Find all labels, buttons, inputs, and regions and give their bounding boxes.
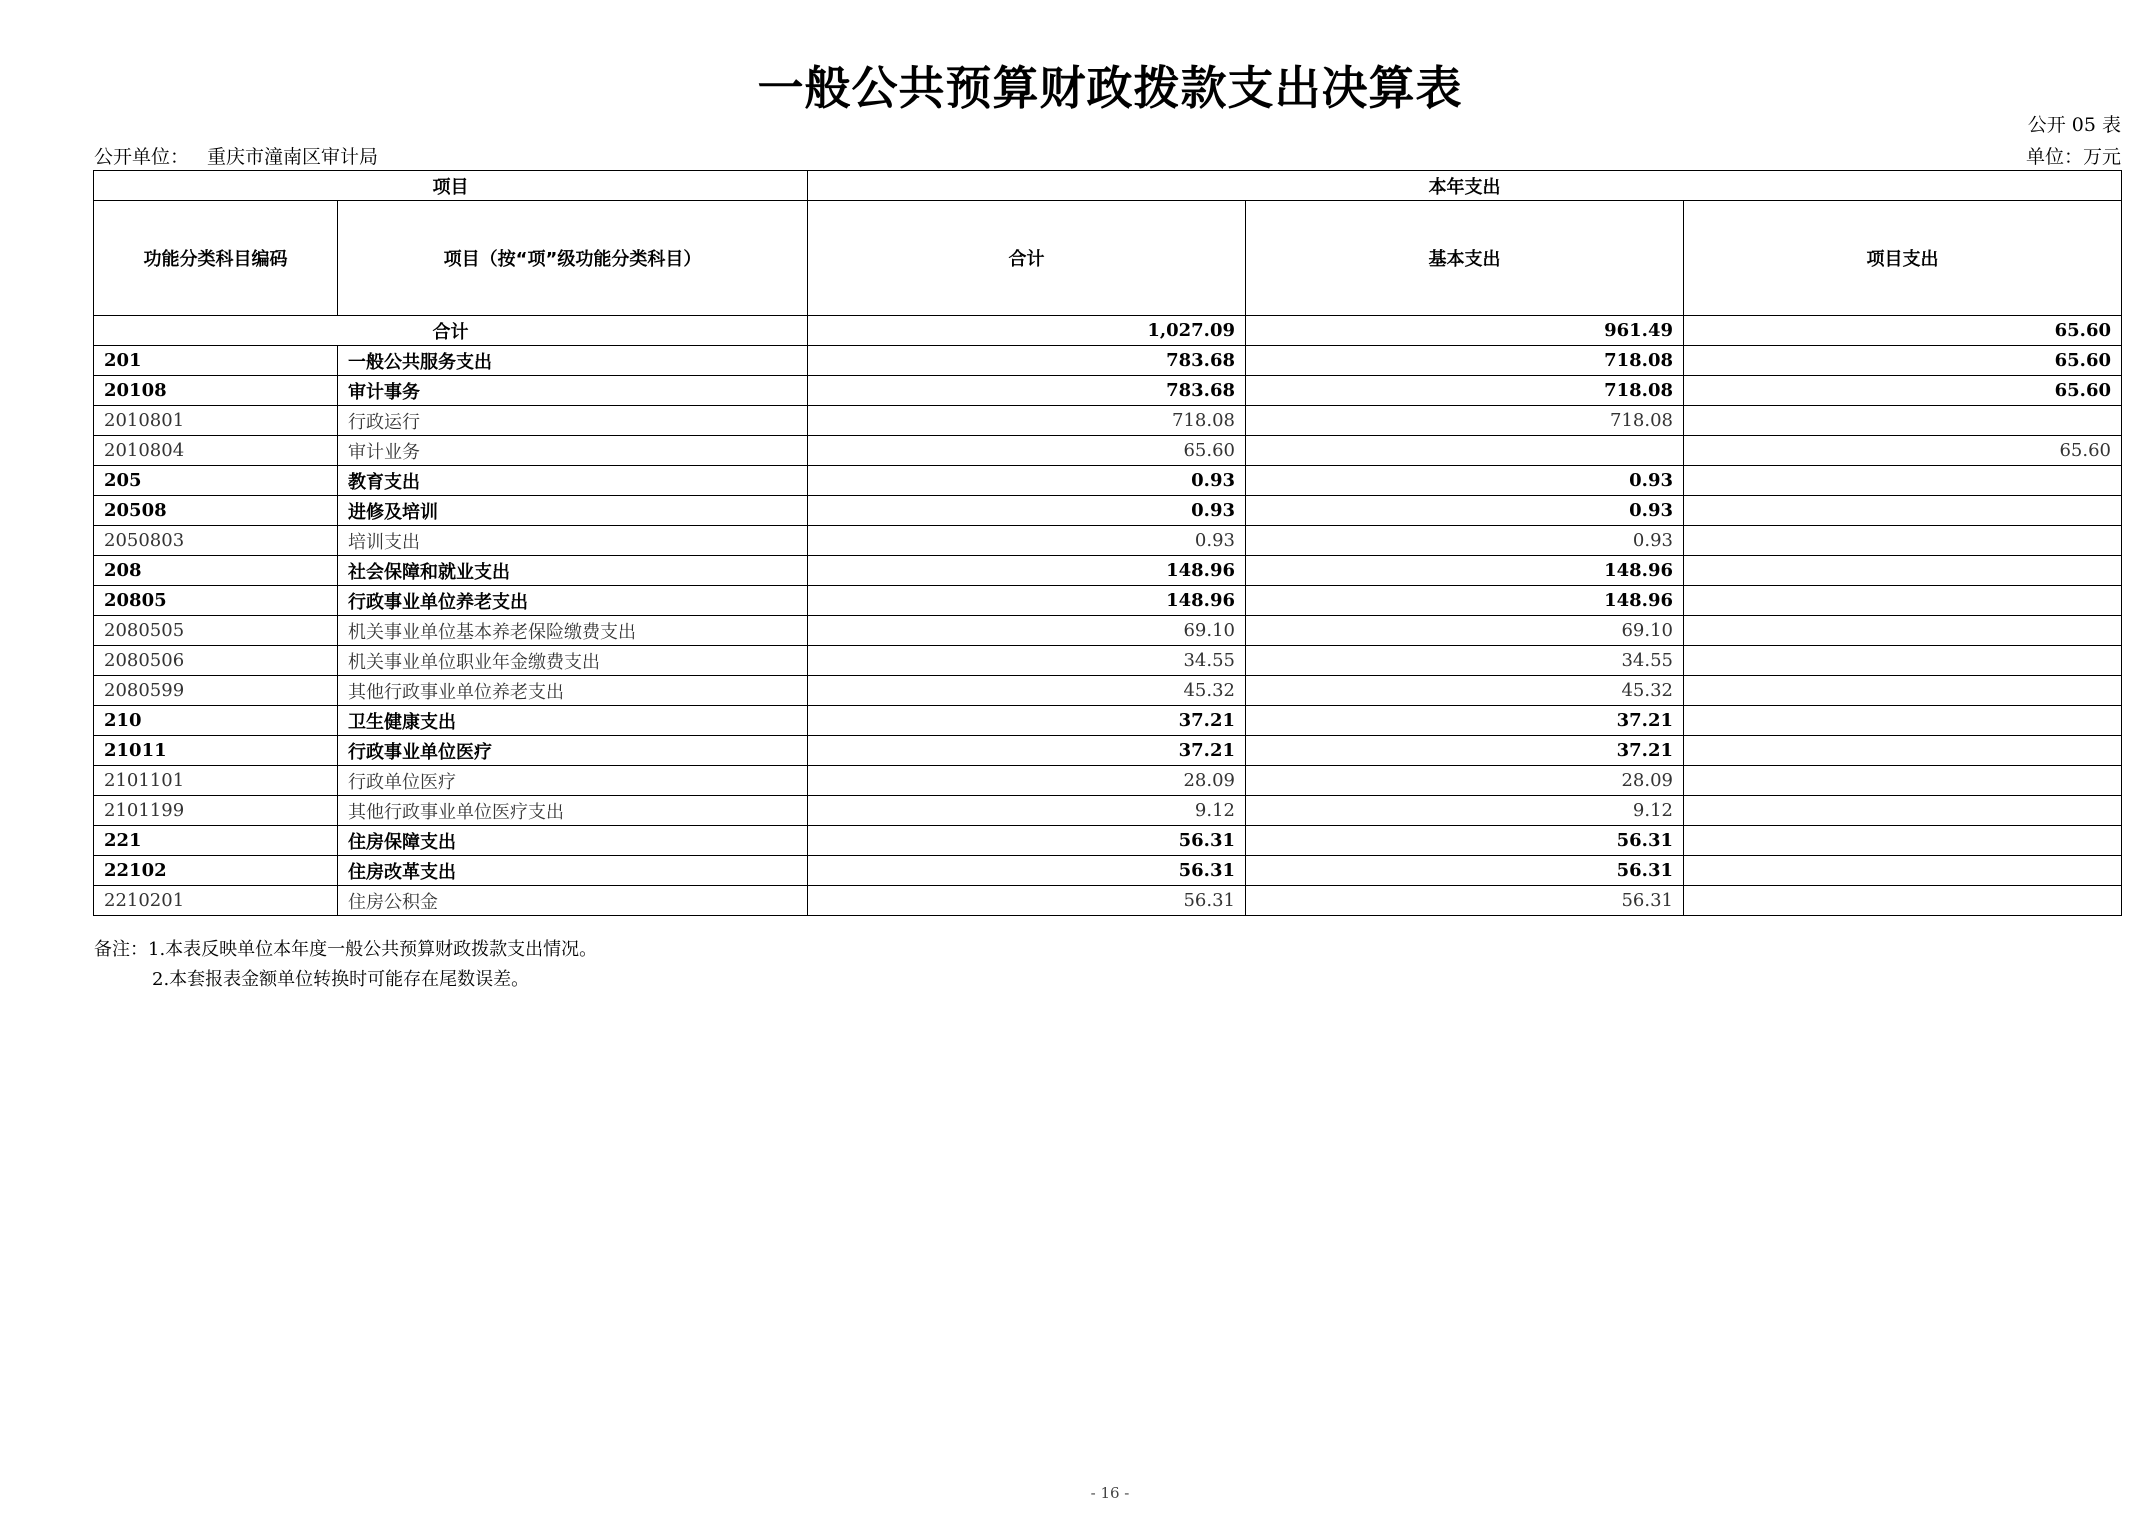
cell-basic: 718.08 — [1246, 406, 1684, 436]
header-total: 合计 — [808, 201, 1246, 316]
cell-total: 69.10 — [808, 616, 1246, 646]
table-row — [94, 496, 2122, 526]
cell-code: 20508 — [94, 496, 338, 526]
cell-name: 住房改革支出 — [338, 856, 808, 886]
cell-name: 进修及培训 — [338, 496, 808, 526]
cell-proj — [1684, 466, 2122, 496]
cell-name: 机关事业单位基本养老保险缴费支出 — [338, 616, 808, 646]
cell-basic: 45.32 — [1246, 676, 1684, 706]
cell-code: 205 — [94, 466, 338, 496]
total-total: 1,027.09 — [808, 316, 1246, 346]
cell-code: 21011 — [94, 736, 338, 766]
cell-total: 65.60 — [808, 436, 1246, 466]
cell-name: 行政事业单位养老支出 — [338, 586, 808, 616]
cell-total: 783.68 — [808, 346, 1246, 376]
cell-name: 一般公共服务支出 — [338, 346, 808, 376]
cell-proj — [1684, 886, 2122, 916]
cell-name: 住房保障支出 — [338, 826, 808, 856]
cell-name: 审计事务 — [338, 376, 808, 406]
cell-code: 2080505 — [94, 616, 338, 646]
cell-basic: 718.08 — [1246, 346, 1684, 376]
cell-name: 住房公积金 — [338, 886, 808, 916]
cell-basic: 718.08 — [1246, 376, 1684, 406]
table-row — [94, 826, 2122, 856]
cell-total: 148.96 — [808, 586, 1246, 616]
cell-proj — [1684, 736, 2122, 766]
cell-code: 2080599 — [94, 676, 338, 706]
header-code: 功能分类科目编码 — [94, 201, 338, 316]
org-label: 公开单位： — [94, 146, 190, 168]
cell-proj — [1684, 556, 2122, 586]
cell-code: 221 — [94, 826, 338, 856]
cell-basic: 0.93 — [1246, 526, 1684, 556]
cell-code: 2210201 — [94, 886, 338, 916]
table-row — [94, 676, 2122, 706]
cell-proj: 65.60 — [1684, 346, 2122, 376]
cell-code: 2101101 — [94, 766, 338, 796]
cell-basic: 148.96 — [1246, 556, 1684, 586]
table-row — [94, 346, 2122, 376]
table-row — [94, 466, 2122, 496]
table-row — [94, 376, 2122, 406]
cell-basic: 56.31 — [1246, 886, 1684, 916]
page-number: - 16 - — [1090, 1484, 1130, 1502]
cell-name: 社会保障和就业支出 — [338, 556, 808, 586]
header-name: 项目（按“项”级功能分类科目） — [338, 201, 808, 316]
cell-basic: 28.09 — [1246, 766, 1684, 796]
table-row — [94, 736, 2122, 766]
cell-code: 22102 — [94, 856, 338, 886]
cell-total: 718.08 — [808, 406, 1246, 436]
cell-proj — [1684, 766, 2122, 796]
header-row-2 — [94, 201, 2122, 316]
cell-proj — [1684, 526, 2122, 556]
cell-basic — [1246, 436, 1684, 466]
cell-name: 审计业务 — [338, 436, 808, 466]
cell-name: 其他行政事业单位养老支出 — [338, 676, 808, 706]
table-row — [94, 586, 2122, 616]
cell-total: 56.31 — [808, 826, 1246, 856]
notes — [94, 935, 597, 995]
cell-code: 210 — [94, 706, 338, 736]
form-number: 公开 05 表 — [2027, 114, 2121, 136]
cell-code: 2080506 — [94, 646, 338, 676]
cell-proj — [1684, 856, 2122, 886]
header-proj: 项目支出 — [1684, 201, 2122, 316]
cell-proj — [1684, 406, 2122, 436]
cell-proj — [1684, 676, 2122, 706]
header-basic: 基本支出 — [1246, 201, 1684, 316]
cell-name: 机关事业单位职业年金缴费支出 — [338, 646, 808, 676]
cell-name: 教育支出 — [338, 466, 808, 496]
cell-name: 行政运行 — [338, 406, 808, 436]
cell-total: 0.93 — [808, 496, 1246, 526]
cell-proj: 65.60 — [1684, 436, 2122, 466]
cell-name: 卫生健康支出 — [338, 706, 808, 736]
cell-name: 培训支出 — [338, 526, 808, 556]
cell-total: 0.93 — [808, 526, 1246, 556]
page-title: 一般公共预算财政拨款支出决算表 — [757, 61, 1463, 115]
table-row — [94, 856, 2122, 886]
total-proj: 65.60 — [1684, 316, 2122, 346]
cell-basic: 34.55 — [1246, 646, 1684, 676]
header-current-year: 本年支出 — [808, 171, 2122, 201]
total-label: 合计 — [94, 316, 808, 346]
organization-line — [94, 142, 378, 169]
note-2: 2.本套报表金额单位转换时可能存在尾数误差。 — [152, 969, 530, 990]
cell-total: 45.32 — [808, 676, 1246, 706]
cell-code: 20108 — [94, 376, 338, 406]
total-basic: 961.49 — [1246, 316, 1684, 346]
cell-total: 0.93 — [808, 466, 1246, 496]
table-row — [94, 706, 2122, 736]
cell-basic: 37.21 — [1246, 736, 1684, 766]
cell-total: 148.96 — [808, 556, 1246, 586]
table-row — [94, 886, 2122, 916]
table-row — [94, 556, 2122, 586]
table-row — [94, 436, 2122, 466]
cell-basic: 37.21 — [1246, 706, 1684, 736]
cell-basic: 148.96 — [1246, 586, 1684, 616]
cell-basic: 69.10 — [1246, 616, 1684, 646]
cell-name: 行政单位医疗 — [338, 766, 808, 796]
cell-code: 2050803 — [94, 526, 338, 556]
cell-proj — [1684, 586, 2122, 616]
cell-total: 56.31 — [808, 856, 1246, 886]
cell-proj — [1684, 496, 2122, 526]
table-row — [94, 616, 2122, 646]
cell-proj — [1684, 706, 2122, 736]
cell-code: 2010801 — [94, 406, 338, 436]
cell-basic: 56.31 — [1246, 826, 1684, 856]
cell-code: 2101199 — [94, 796, 338, 826]
table-row — [94, 406, 2122, 436]
cell-total: 34.55 — [808, 646, 1246, 676]
cell-total: 9.12 — [808, 796, 1246, 826]
cell-code: 201 — [94, 346, 338, 376]
cell-basic: 56.31 — [1246, 856, 1684, 886]
cell-code: 20805 — [94, 586, 338, 616]
cell-proj — [1684, 616, 2122, 646]
cell-name: 其他行政事业单位医疗支出 — [338, 796, 808, 826]
table-row — [94, 796, 2122, 826]
cell-total: 56.31 — [808, 886, 1246, 916]
total-row — [94, 316, 2122, 346]
org-value: 重庆市潼南区审计局 — [207, 146, 379, 168]
cell-proj — [1684, 796, 2122, 826]
expenditure-table — [93, 170, 2122, 916]
header-project: 项目 — [94, 171, 808, 201]
header-row-1 — [94, 171, 2122, 201]
note-1: 备注：1.本表反映单位本年度一般公共预算财政拨款支出情况。 — [94, 939, 598, 960]
cell-basic: 9.12 — [1246, 796, 1684, 826]
cell-basic: 0.93 — [1246, 496, 1684, 526]
unit-label: 单位：万元 — [2025, 146, 2121, 168]
cell-proj — [1684, 826, 2122, 856]
cell-code: 208 — [94, 556, 338, 586]
cell-code: 2010804 — [94, 436, 338, 466]
cell-basic: 0.93 — [1246, 466, 1684, 496]
cell-proj — [1684, 646, 2122, 676]
cell-total: 37.21 — [808, 736, 1246, 766]
table-row — [94, 766, 2122, 796]
cell-name: 行政事业单位医疗 — [338, 736, 808, 766]
cell-total: 37.21 — [808, 706, 1246, 736]
table-row — [94, 646, 2122, 676]
cell-total: 783.68 — [808, 376, 1246, 406]
table-row — [94, 526, 2122, 556]
cell-total: 28.09 — [808, 766, 1246, 796]
cell-proj: 65.60 — [1684, 376, 2122, 406]
